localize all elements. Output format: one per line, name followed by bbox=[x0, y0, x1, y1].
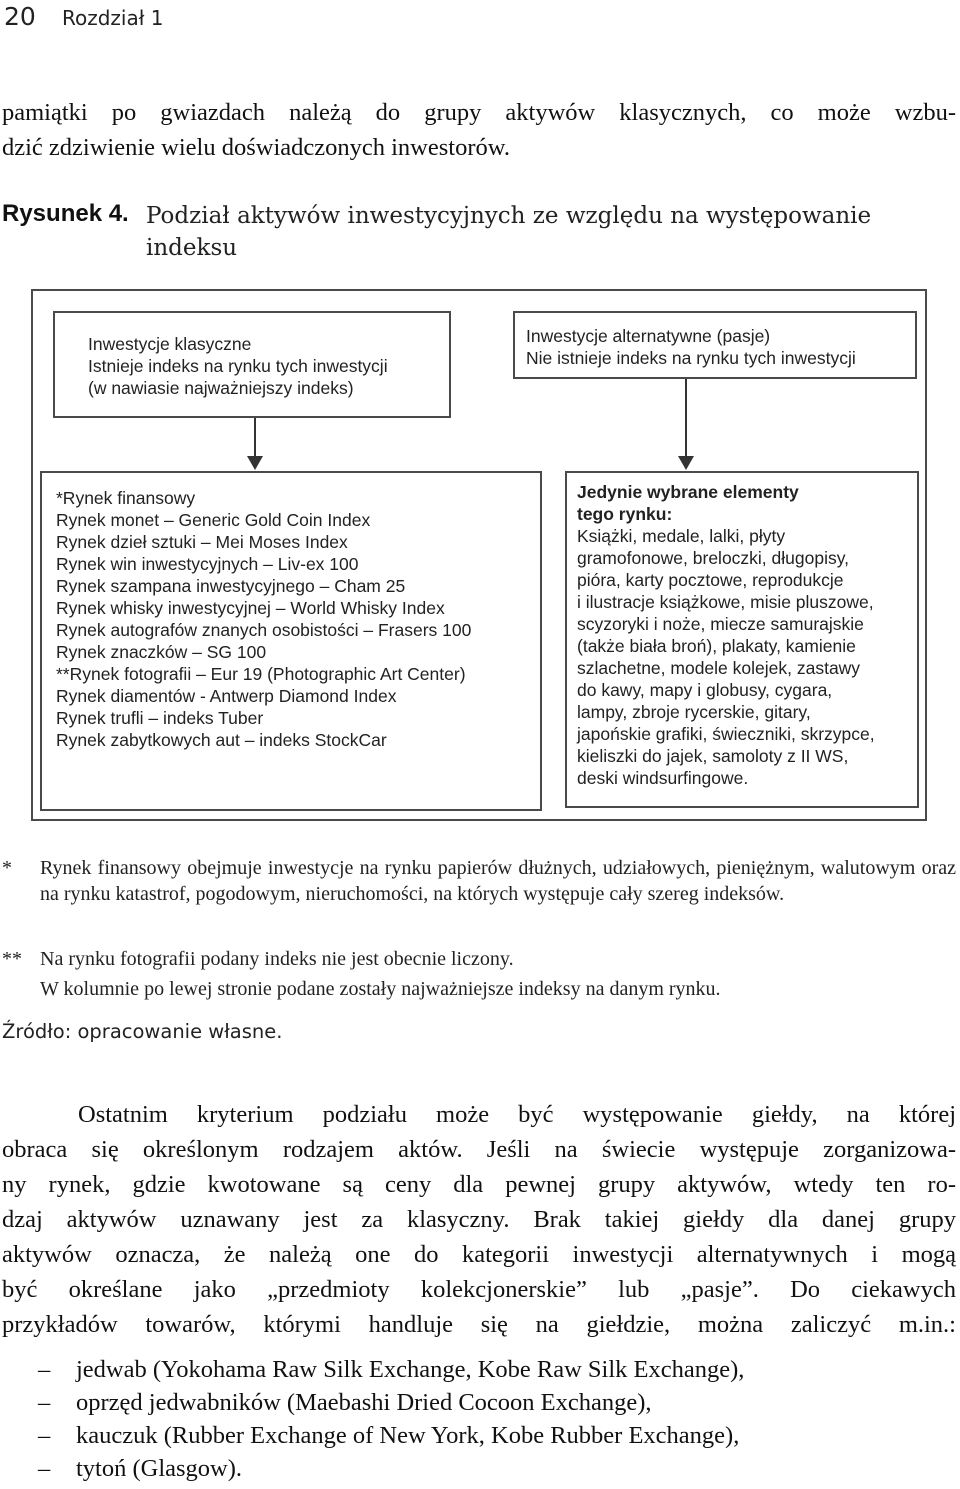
bullet-text: tytoń (Glasgow). bbox=[76, 1455, 243, 1482]
list-line: szlachetne, modele kolejek, zastawy bbox=[577, 658, 861, 678]
chapter-title: Rozdział 1 bbox=[62, 6, 164, 30]
list-line: deski windsurfingowe. bbox=[577, 768, 749, 788]
dash-bullet-icon: – bbox=[38, 1422, 51, 1449]
footnote-text: W kolumnie po lewej stronie podane zostały najważniejsze indeksy na danym rynku. bbox=[40, 978, 721, 1000]
classic-investments-box bbox=[53, 311, 451, 418]
intro-line: dzić zdziwienie wielu doświadczonych inwestorów. bbox=[2, 134, 510, 161]
body-line: obraca się określonym rodzajem aktów. Jeśli na świecie występuje zorganizowa- bbox=[2, 1136, 956, 1163]
list-item: *Rynek finansowy bbox=[56, 488, 196, 508]
intro-line: pamiątki po gwiazdach należą do grupy aktywów klasycznych, co może wzbu- bbox=[2, 99, 956, 126]
body-line: być określane jako „przedmioty kolekcjonerskie” lub „pasje”. Do ciekawych bbox=[2, 1276, 956, 1303]
dash-bullet-icon: – bbox=[38, 1389, 51, 1416]
arrow-line bbox=[254, 418, 256, 458]
list-item: Rynek zabytkowych aut – indeks StockCar bbox=[56, 730, 387, 750]
list-line: pióra, karty pocztowe, reprodukcje bbox=[577, 570, 844, 590]
box-line: Inwestycje klasyczne bbox=[88, 334, 252, 354]
body-paragraph bbox=[2, 1097, 956, 1342]
page-number: 20 bbox=[4, 2, 36, 31]
list-item: Rynek znaczków – SG 100 bbox=[56, 642, 267, 662]
figure-title-line: indeksu bbox=[146, 235, 238, 261]
alternative-investments-box bbox=[513, 311, 917, 379]
arrow-line bbox=[685, 379, 687, 458]
figure-diagram bbox=[31, 289, 927, 821]
list-line: do kawy, mapy i globusy, cygara, bbox=[577, 680, 833, 700]
footnote-text: Rynek finansowy obejmuje inwestycje na rynku papierów dłużnych, udziałowych, pieniężnym, walutowym oraz na rynku katastrof, pogodowym, nieruchomości, na których występuje cały szereg indeksów. bbox=[40, 857, 956, 905]
list-line: (także biała broń), plakaty, kamienie bbox=[577, 636, 856, 656]
list-line: i ilustracje książkowe, misie pluszowe, bbox=[577, 592, 874, 612]
figure-label: Rysunek 4. bbox=[2, 200, 129, 227]
box-line: Inwestycje alternatywne (pasje) bbox=[526, 326, 771, 346]
box-line: (w nawiasie najważniejszy indeks) bbox=[88, 378, 354, 398]
body-line: dzaj aktywów uznawany jest za klasyczny. Brak takiej giełdy dla danej grupy bbox=[2, 1206, 956, 1233]
list-line: scyzoryki i noże, miecze samurajskie bbox=[577, 614, 864, 634]
arrow-down-icon bbox=[678, 456, 694, 470]
body-line: ny rynek, gdzie kwotowane są ceny dla pewnej grupy aktywów, wtedy ten ro- bbox=[2, 1171, 956, 1198]
page-header bbox=[0, 0, 960, 36]
figure-source: Źródło: opracowanie własne. bbox=[2, 1020, 283, 1043]
body-line: przykładów towarów, którymi handluje się na giełdzie, można zaliczyć m.in.: bbox=[2, 1311, 956, 1338]
list-line: lampy, zbroje rycerskie, gitary, bbox=[577, 702, 811, 722]
list-item: Rynek trufli – indeks Tuber bbox=[56, 708, 264, 728]
list-item: Rynek dzieł sztuki – Mei Moses Index bbox=[56, 532, 348, 552]
alternative-items-list bbox=[565, 471, 919, 808]
figure-title-line: Podział aktywów inwestycyjnych ze względu na występowanie bbox=[146, 203, 872, 229]
list-heading: tego rynku: bbox=[577, 504, 673, 524]
footnote-text: Na rynku fotografii podany indeks nie jest obecnie liczony. bbox=[40, 948, 514, 970]
list-item: Rynek szampana inwestycyjnego – Cham 25 bbox=[56, 576, 406, 596]
bullet-text: kauczuk (Rubber Exchange of New York, Kobe Rubber Exchange), bbox=[76, 1422, 740, 1449]
box-line: Istnieje indeks na rynku tych inwestycji bbox=[88, 356, 388, 376]
list-item: Rynek whisky inwestycyjnej – World Whisky Index bbox=[56, 598, 445, 618]
footnote-marker: ** bbox=[2, 948, 22, 970]
body-line: Ostatnim kryterium podziału może być występowanie giełdy, na której bbox=[78, 1101, 956, 1128]
list-item: Rynek diamentów - Antwerp Diamond Index bbox=[56, 686, 397, 706]
dash-bullet-icon: – bbox=[38, 1356, 51, 1383]
dash-bullet-icon: – bbox=[38, 1455, 51, 1482]
bullet-text: oprzęd jedwabników (Maebashi Dried Cocoon Exchange), bbox=[76, 1389, 652, 1416]
list-line: Książki, medale, lalki, płyty bbox=[577, 526, 786, 546]
list-line: kieliszki do jajek, samoloty z II WS, bbox=[577, 746, 849, 766]
body-line: aktywów oznacza, że należą one do kategorii inwestycji alternatywnych i mogą bbox=[2, 1241, 956, 1268]
list-item: Rynek win inwestycyjnych – Liv-ex 100 bbox=[56, 554, 359, 574]
arrow-down-icon bbox=[247, 456, 263, 470]
list-item: Rynek autografów znanych osobistości – Frasers 100 bbox=[56, 620, 472, 640]
footnote-marker: * bbox=[2, 857, 12, 879]
list-line: gramofonowe, breloczki, długopisy, bbox=[577, 548, 850, 568]
box-line: Nie istnieje indeks na rynku tych inwestycji bbox=[526, 348, 856, 368]
list-line: japońskie grafiki, świeczniki, skrzypce, bbox=[577, 724, 875, 744]
list-item: **Rynek fotografii – Eur 19 (Photographic Art Center) bbox=[56, 664, 466, 684]
figure-title bbox=[146, 200, 906, 264]
list-heading: Jedynie wybrane elementy bbox=[577, 482, 799, 502]
bullet-text: jedwab (Yokohama Raw Silk Exchange, Kobe Raw Silk Exchange), bbox=[76, 1356, 745, 1383]
classic-markets-list bbox=[40, 471, 542, 811]
list-item: Rynek monet – Generic Gold Coin Index bbox=[56, 510, 371, 530]
intro-paragraph bbox=[2, 95, 956, 165]
